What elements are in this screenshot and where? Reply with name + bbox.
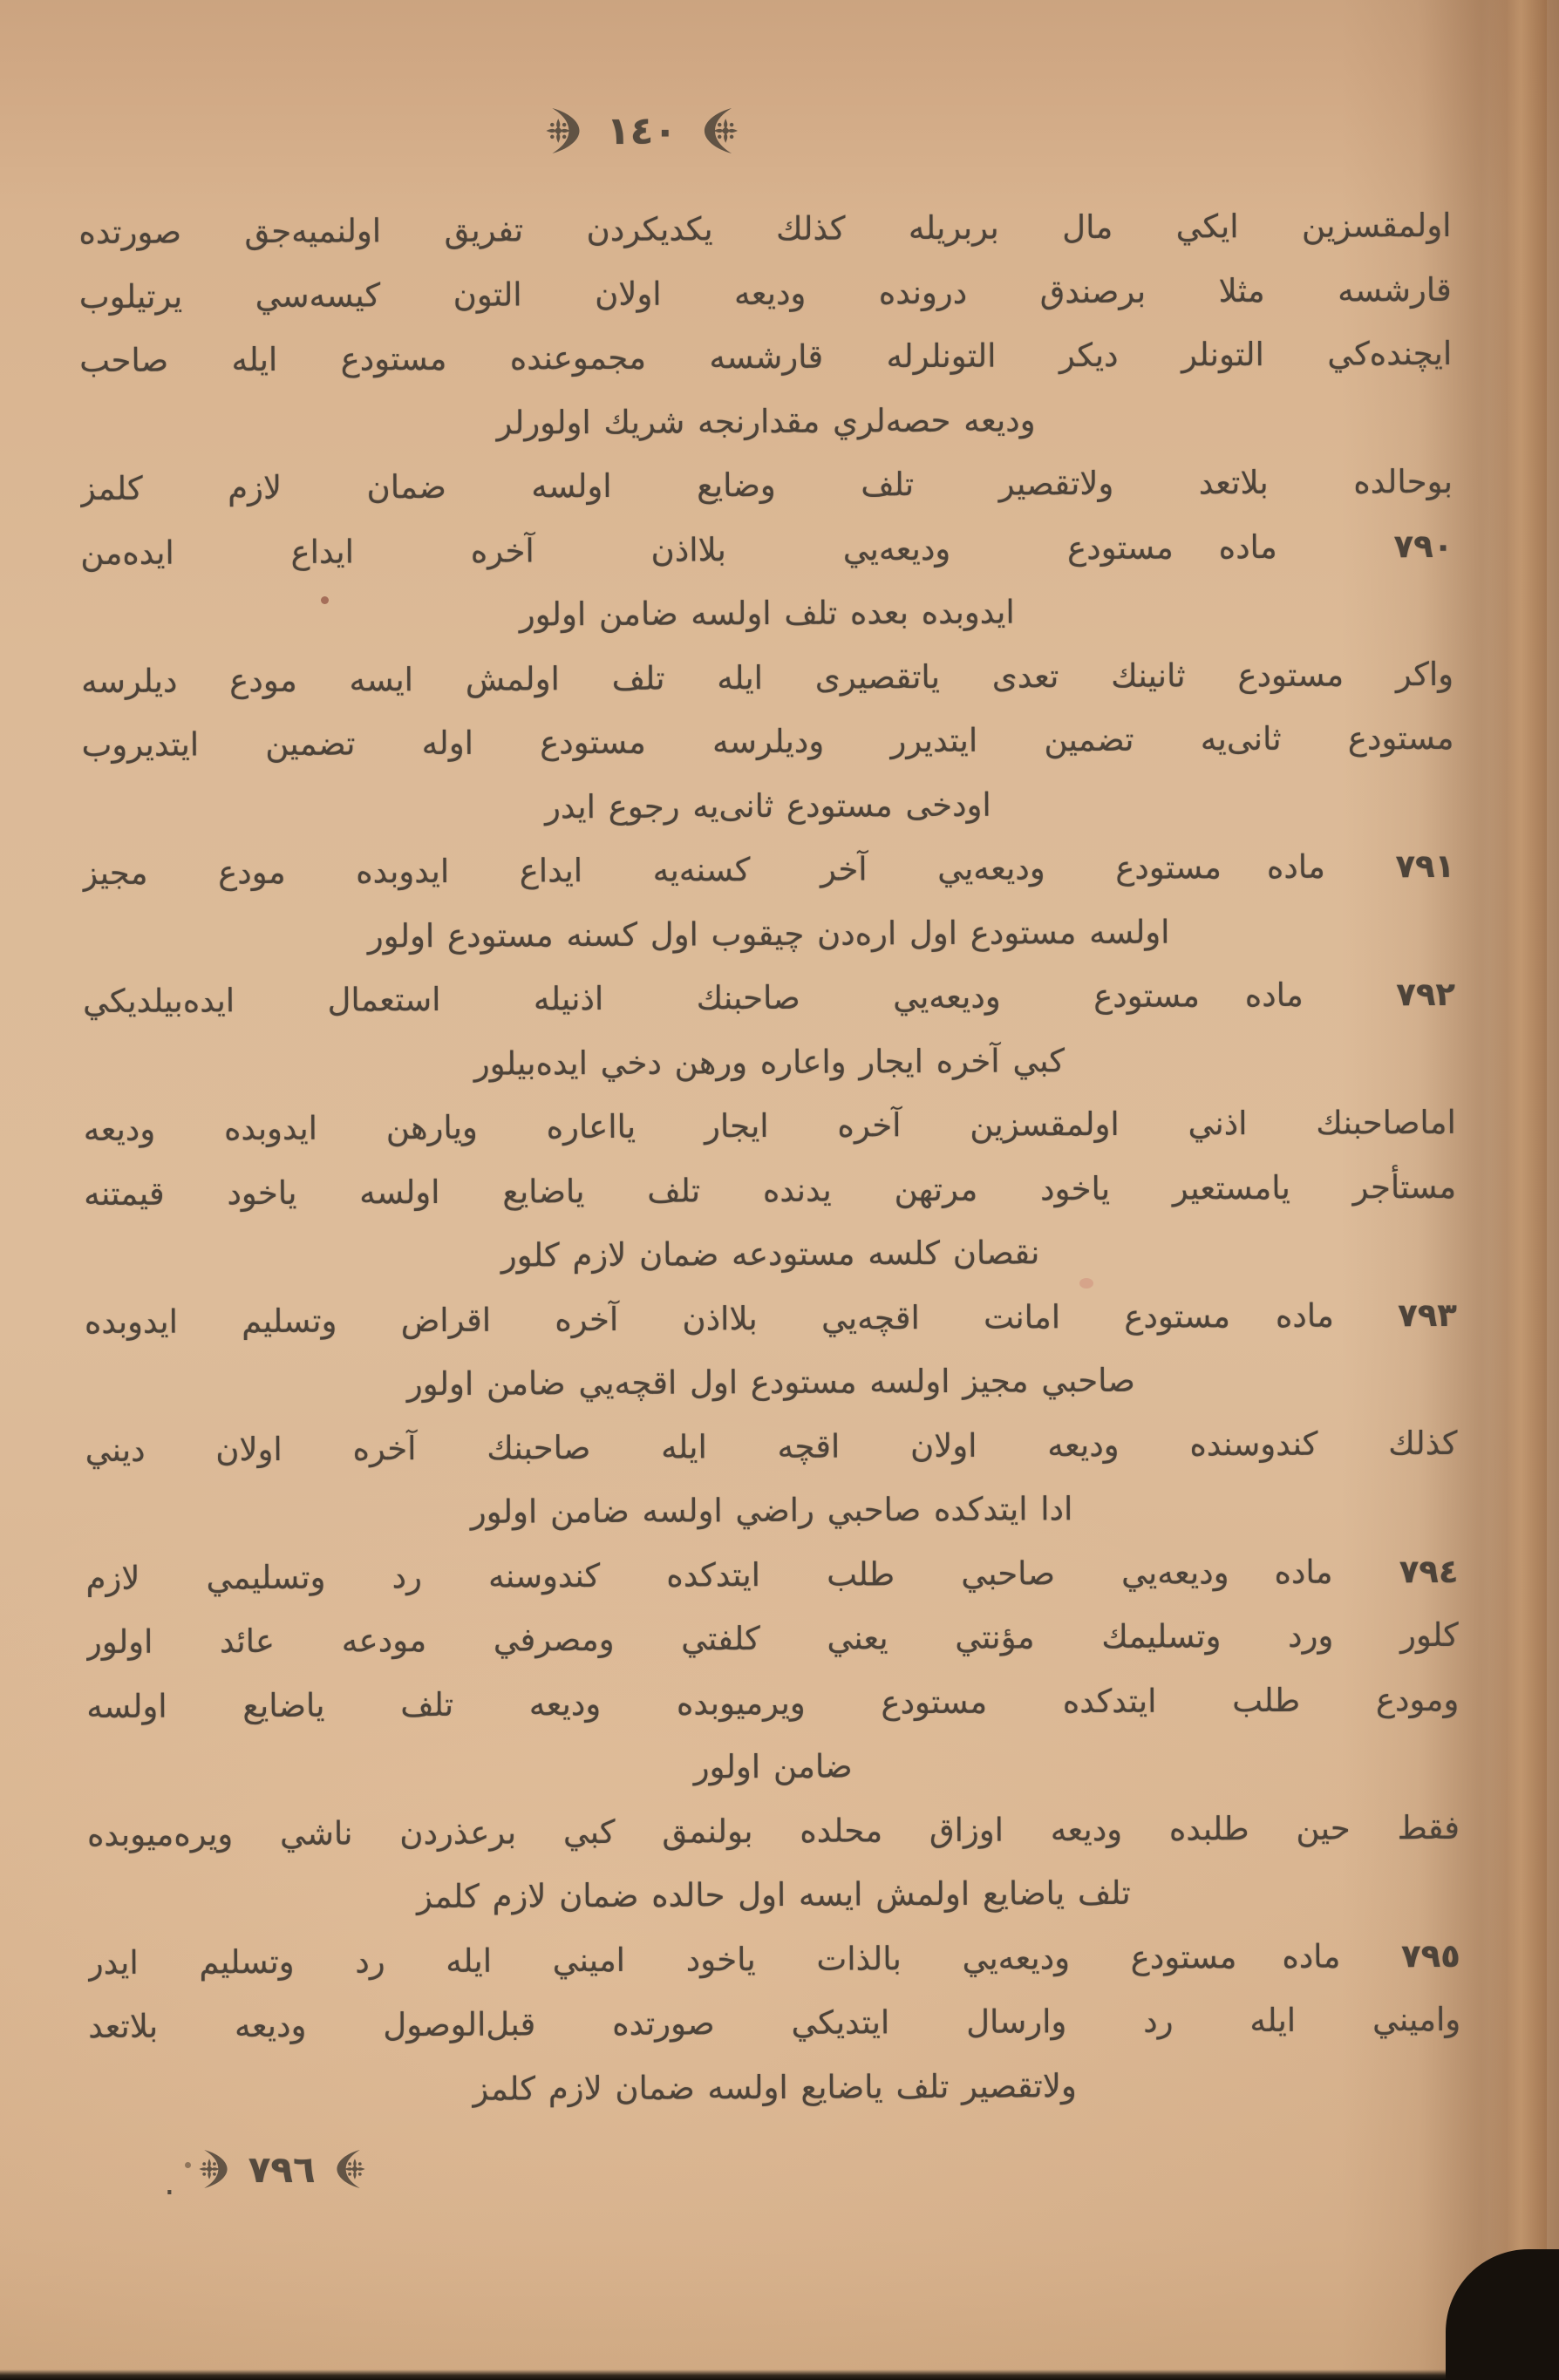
text-line [82, 770, 1454, 841]
line-text: ضامن اولور [693, 1747, 853, 1786]
line-text: مستودع وديعه‌يي آخر كسنه‌يه ايداع ايدوبده مودع مجيز [82, 848, 1222, 893]
line-text: مستودع وديعه‌يي بالذات ياخود اميني ايله رد وتسليم ايدر [87, 1937, 1237, 1982]
text-line [88, 2051, 1460, 2123]
text-line [83, 962, 1455, 1034]
text-line [86, 1667, 1459, 1738]
text-line [80, 513, 1453, 585]
line-text: قارشسه مثلا برصندق درونده وديعه اولان التون كيسه‌سي يرتيلوب [78, 270, 1452, 316]
text-line [79, 322, 1452, 393]
article-label: ماده [1218, 527, 1277, 566]
line-text: مستودع وديعه‌يي بلااذن آخره ايداع ايده‌من [80, 528, 1174, 572]
article-label: ماده [1275, 1296, 1335, 1335]
line-text: مستودع ثانى‌يه تضمين ايتديرر وديلرسه مستودع اوله تضمين ايتديروب [81, 718, 1454, 765]
text-line [83, 1026, 1455, 1098]
article-number: ٧٩١ [1395, 847, 1455, 886]
article-number: ٧٩٠ [1393, 527, 1453, 565]
line-text: اولمقسزين ايكي مال بربريله كذلك يكديكردن تفريق اولنميه‌جق صورتده [78, 206, 1452, 252]
line-text: ادا ايتدكده صاحبي راضي اولسه ضامن اولور [470, 1490, 1073, 1531]
page-edge-strip [1489, 0, 1547, 2380]
line-text: واميني ايله رد وارسال ايتديكي صورتده قبل‌الوصول وديعه بلاتعد [88, 2000, 1461, 2046]
text-line [79, 257, 1452, 329]
text-line [88, 1923, 1460, 1995]
line-text: كلور ورد وتسليمك مؤنتي يعني كلفتي ومصرفي مودعه عائد اولور [85, 1615, 1459, 1662]
line-text: صاحبي مجيز اولسه مستودع اول اقچه‌يي ضامن اولور [406, 1361, 1135, 1404]
article-label: ماده [1282, 1937, 1341, 1975]
text-line [88, 1988, 1460, 2059]
line-text: اماصاحبنك اذني اولمقسزين آخره ايجار يااعاره ويارهن ايدوبده وديعه [83, 1103, 1456, 1149]
floral-crescent-icon [699, 105, 745, 157]
line-text: ايدوبده بعده تلف اولسه ضامن اولور [519, 593, 1015, 634]
article-number: ٧٩٣ [1398, 1295, 1458, 1334]
text-line [85, 1347, 1457, 1418]
line-text: اودخى مستودع ثانى‌يه رجوع ايدر [544, 785, 991, 826]
line-text: مستودع امانت اقچه‌يي بلااذن آخره اقراض وتسليم ايدوبده [84, 1296, 1231, 1341]
article-number: ٧٩٢ [1396, 975, 1456, 1014]
catchword-dot: . [164, 2163, 175, 2203]
article-number: ٧٩٤ [1399, 1552, 1459, 1590]
floral-crescent-icon [193, 2146, 231, 2192]
floral-crescent-icon [333, 2146, 371, 2192]
text-line [81, 706, 1453, 778]
line-text: وديعه‌يي صاحبي طلب ايتدكده كندوسنه رد وتسليمي لازم [85, 1553, 1229, 1597]
line-text: مستأجر يامستعير ياخود مرتهن يدنده تلف ياضايع اولسه ياخود قيمتنه [84, 1167, 1457, 1213]
line-text: واكر مستودع ثانينك تعدى ياتقصيرى ايله تلف اولمش ايسه مودع ديلرسه [81, 655, 1454, 700]
page-header [539, 105, 745, 157]
text-line [79, 385, 1452, 457]
line-text: كبي آخره ايجار واعاره ورهن دخي ايده‌بيلور [473, 1041, 1065, 1083]
line-text: ايچنده‌كي التونلر ديكر التونلرله قارشسه مجموعنده مستودع ايله صاحب [79, 334, 1453, 380]
text-line [81, 642, 1453, 713]
catchword-number: ٧٩٦ [248, 2147, 316, 2191]
text-line [87, 1860, 1460, 1931]
line-text: تلف ياضايع اولمش ايسه اول حالده ضمان لازم كلمز [416, 1873, 1131, 1916]
bottom-edge-shadow [0, 2370, 1559, 2380]
text-block [78, 194, 1461, 2123]
text-line [78, 194, 1451, 265]
text-line [84, 1219, 1456, 1290]
line-text: اولسه مستودع اول اره‌دن چيقوب اول كسنه مستودع اولور [367, 913, 1170, 955]
article-label: ماده [1244, 976, 1304, 1015]
text-line [87, 1795, 1460, 1867]
line-text: مستودع وديعه‌يي صاحبنك اذنيله استعمال ايده‌بيلديكي [82, 976, 1200, 1021]
text-line [82, 834, 1454, 906]
text-line [81, 578, 1453, 649]
catchword [164, 2146, 371, 2203]
text-line [80, 450, 1453, 521]
article-number: ٧٩٥ [1400, 1936, 1460, 1975]
text-line [86, 1731, 1459, 1803]
text-line [82, 898, 1454, 969]
line-text: فقط حين طلبده وديعه اوزاق محلده بولنمق كبي برعذردن ناشي ويره‌ميوبده [86, 1808, 1460, 1853]
text-line [85, 1539, 1458, 1610]
text-line [86, 1603, 1459, 1675]
floral-crescent-icon [539, 105, 584, 157]
line-text: وديعه حصه‌لري مقدارنجه شريك اولورلر [496, 400, 1036, 442]
text-line [85, 1282, 1457, 1354]
line-text: بوحالده بلاتعد ولاتقصير تلف وضايع اولسه ضمان لازم كلمز [79, 462, 1453, 508]
page-number: ١٤٠ [606, 108, 677, 153]
text-line [84, 1091, 1456, 1162]
text-line [85, 1411, 1458, 1482]
article-label: ماده [1274, 1553, 1333, 1591]
line-text: ولاتقصير تلف ياضايع اولسه ضمان لازم كلمز [473, 2066, 1077, 2108]
line-text: كذلك كندوسنده وديعه اولان اقچه ايله صاحبنك آخره اولان ديني [85, 1424, 1458, 1469]
line-text: ومودع طلب ايتدكده مستودع ويرميوبده وديعه تلف ياضايع اولسه [86, 1680, 1460, 1725]
text-line [84, 1154, 1456, 1226]
article-label: ماده [1266, 847, 1326, 887]
text-line [85, 1475, 1458, 1547]
curled-corner [1446, 2249, 1559, 2380]
line-text: نقصان كلسه مستودعه ضمان لازم كلور [500, 1234, 1040, 1275]
